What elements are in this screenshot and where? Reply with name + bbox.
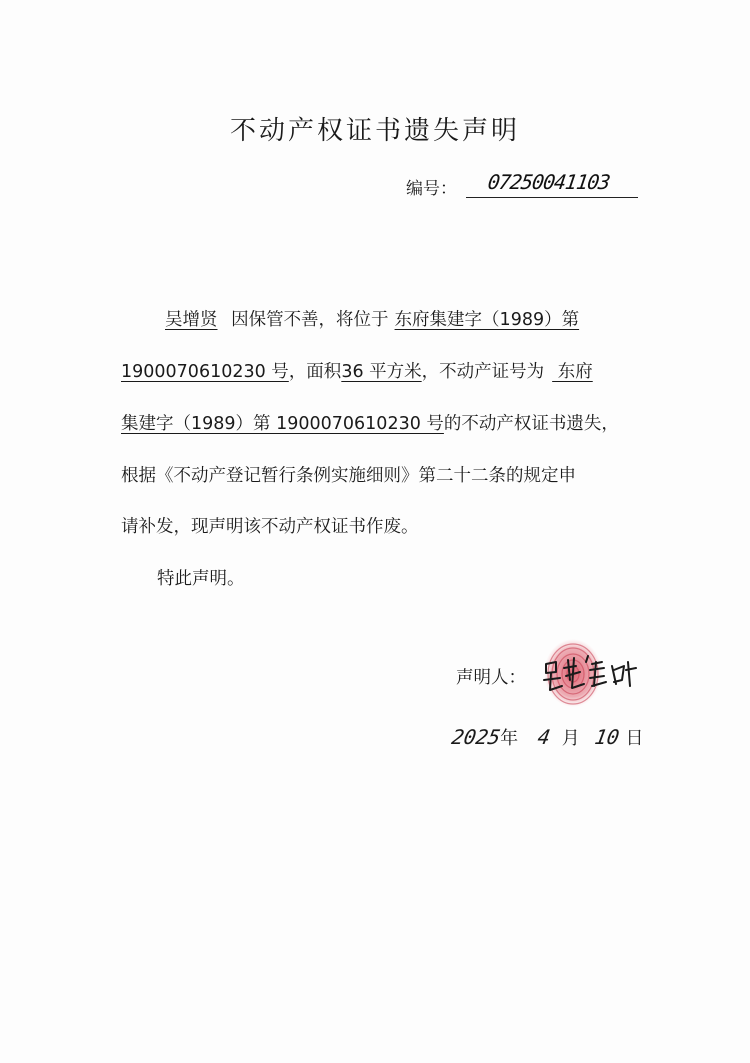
body-line-5-text: 请补发，现声明该不动产权证书作废。 — [121, 517, 419, 537]
certificate-number-part-2: 集建字（1989）第 1900070610230 号 — [121, 414, 444, 434]
body-line-6 — [121, 565, 245, 590]
date-month: 4 — [535, 725, 553, 749]
date-day-char: 日 — [625, 728, 644, 749]
declaration-date — [449, 724, 644, 750]
handwritten-signature — [540, 650, 640, 696]
body-line-4-text: 根据《不动产登记暂行条例实施细则》第二十二条的规定申 — [121, 466, 576, 486]
property-area: 36 平方米 — [341, 362, 422, 382]
signer-label: 声明人： — [456, 668, 526, 688]
body-line-5 — [121, 513, 419, 538]
document-number-value: 07250041103 — [486, 170, 612, 194]
body-line-3 — [121, 410, 619, 435]
property-location-part-1: 东府集建字（1989）第 — [394, 310, 580, 330]
body-line-2-text-1: ，面积 — [288, 362, 342, 382]
declarant-name: 吴增贤 — [165, 310, 218, 330]
body-line-4 — [121, 462, 576, 487]
document-number-label: 编号： — [406, 179, 457, 199]
certificate-number-part-1: 东府 — [552, 362, 593, 382]
date-year: 2025 — [449, 725, 503, 749]
date-month-char: 月 — [561, 728, 580, 749]
body-line-2-text-2: ，不动产证号为 — [421, 362, 545, 382]
page-title: 不动产权证书遗失声明 — [229, 116, 520, 146]
date-day: 10 — [593, 725, 622, 749]
document-number-underline — [466, 197, 638, 198]
date-year-char: 年 — [500, 728, 519, 749]
property-location-part-2: 1900070610230 号 — [121, 362, 289, 382]
body-line-1 — [121, 306, 579, 331]
closing-statement: 特此声明。 — [157, 569, 245, 589]
body-line-1-text: 因保管不善，将位于 — [225, 310, 389, 330]
body-line-2 — [121, 358, 593, 383]
body-line-3-text: 的不动产权证书遗失， — [443, 414, 619, 434]
